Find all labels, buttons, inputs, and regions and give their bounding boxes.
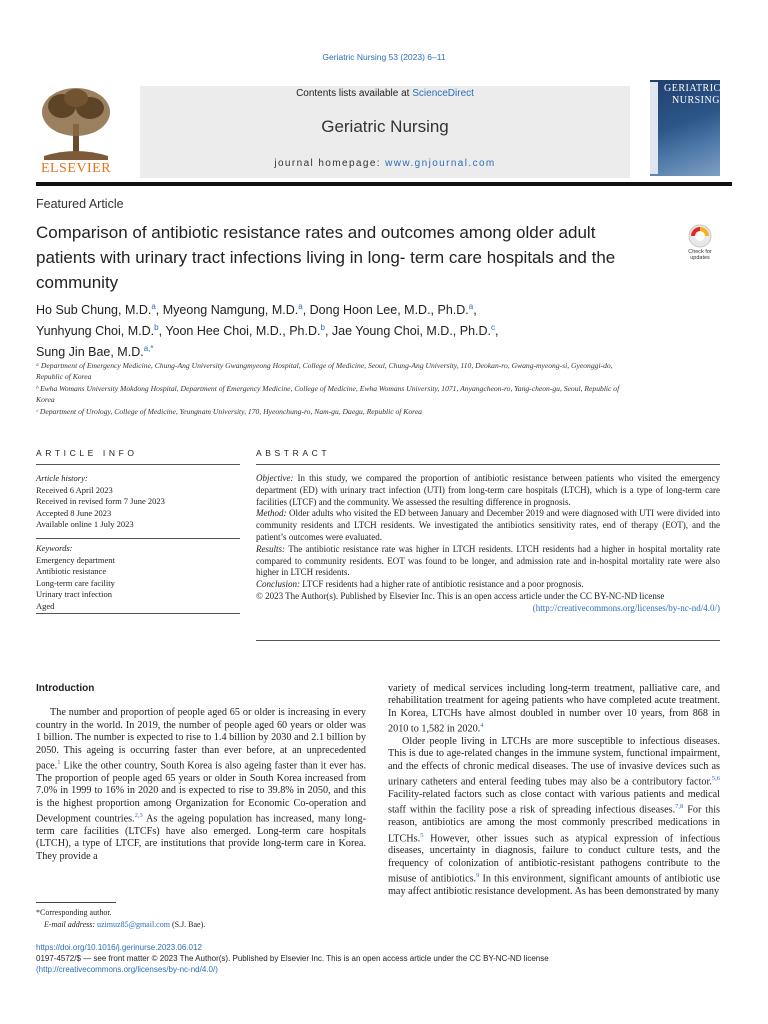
history-item: Received in revised form 7 June 2023 xyxy=(36,496,165,507)
author-name: Ho Sub Chung, M.D. xyxy=(36,303,152,318)
header-rule xyxy=(36,182,732,186)
author-affiliation-link[interactable]: b xyxy=(320,323,325,333)
divider xyxy=(256,640,720,641)
email-line: E-mail address: uzimuz85@gmail.com (S.J. Bae). xyxy=(44,920,206,929)
history-label: Article history: xyxy=(36,473,88,483)
keyword: Emergency department xyxy=(36,554,115,565)
article-info-heading: ARTICLE INFO xyxy=(36,448,138,458)
elsevier-wordmark: ELSEVIER xyxy=(40,161,112,176)
keyword: Urinary tract infection xyxy=(36,589,112,600)
journal-citation-link[interactable]: Geriatric Nursing 53 (2023) 6–11 xyxy=(322,52,446,62)
reference-link[interactable]: 9 xyxy=(476,872,480,880)
article-title: Comparison of antibiotic resistance rates and outcomes among older adult patients with urinary tract infections living in long- term care hospitals and the community xyxy=(36,223,616,292)
keyword: Aged xyxy=(36,600,55,611)
reference-link[interactable]: 5 xyxy=(420,831,424,839)
abstract-method: Method: Older adults who visited the ED between January and December 2019 and were diagnosed with UTI were divided into community residents and LTCH residents. We investigated the antibiotics sensitivity rates, end of therapy (EOT), and the patient’s outcomes were evaluated. xyxy=(256,508,720,542)
abstract-objective: Objective: In this study, we compared the proportion of antibiotic resistance between patients who visited the emergency department (ED) with urinary tract infection (UTI) from long-term care hospitals (LTCH), which is a type of long-term care facilities (LTCF) and the community. We assessed the resulting difference in prognosis. xyxy=(256,473,720,507)
homepage-line: journal homepage: www.gnjournal.com xyxy=(274,158,496,169)
author-name: Sung Jin Bae, M.D. xyxy=(36,345,144,360)
doi-link[interactable]: https://doi.org/10.1016/j.gerinurse.2023.06.012 xyxy=(36,943,202,952)
author-affiliation-link[interactable]: c xyxy=(491,323,496,333)
body-paragraph: Older people living in LTCHs are more susceptible to infectious diseases. This is due to age-related changes in the immune system, functional impairment, and the effects of chronic medical diseases. The use of invasive devices such as urinary catheters and enteral feeding tubes may also be a contributory factor.$^{5,6}$ Facility-related factors such as close contact with various patients and medical staff within the facility pose a risk of spreading infectious diseases.$^{7,8}$ For this reason, antibiotics are among the most commonly prescribed medications in LTCHs.$^5$ However, other issues such as atypical expression of infectious diseases, uncertainty in diagnosis, failure to conduct culture tests, and the frequency of colonization of antibiotic-resistant pathogens contribute to the misuse of antibiotics.$^9$ In this environment, significant amounts of antibiotic use may affect antibiotic resistance development. As has been demonstrated by many xyxy=(388,736,720,898)
contents-line: Contents lists available at ScienceDirect xyxy=(296,88,474,99)
author-name: Myeong Namgung, M.D. xyxy=(162,303,299,318)
reference-link[interactable]: 1 xyxy=(57,759,61,767)
email-link[interactable]: uzimuz85@gmail.com xyxy=(97,920,170,929)
divider xyxy=(256,464,720,465)
reference-link[interactable]: 5,6 xyxy=(711,775,720,783)
keywords-label: Keywords: xyxy=(36,543,73,553)
footnote-rule xyxy=(36,902,116,903)
author-name: Jae Young Choi, M.D., Ph.D. xyxy=(331,324,492,339)
divider xyxy=(36,613,240,614)
footnote xyxy=(36,907,366,931)
divider xyxy=(36,538,240,539)
section-heading-introduction: Introduction xyxy=(36,683,95,694)
check-for-updates-button[interactable] xyxy=(680,223,720,261)
keyword: Long-term care facility xyxy=(36,577,115,588)
keywords xyxy=(36,543,240,613)
cover-title-line-2: NURSING xyxy=(672,95,720,106)
author-affiliation-link[interactable]: b xyxy=(154,323,159,333)
article-type: Featured Article xyxy=(36,197,124,211)
journal-homepage-link[interactable]: www.gnjournal.com xyxy=(385,158,496,169)
body-paragraph: The number and proportion of people aged 65 or older is increasing in every country in the world. In 2019, the number of people aged 60 years or older was 1 billion. The number is expected to rise to 1.4 billion by 2030 and 2.1 billion by 2050. This ageing is occurring faster than ever before, at an unprecedented pace.$^1$ Like the other country, South Korea is also ageing faster than it ever has. The proportion of people aged 65 years or older in South Korea increased from 7.0% in 1999 to 16% in 2020 and is expected to rise to 39.8% in 2050, and this is the highest proportion among Organization for Economic Co-operation and Development countries.$^{2,3}$ As the ageing population has increased, many long-term care facilities (LTCFs) have also emerged. Long-term care hospitals (LTCH), a type of LTCF, are institutions that provide long-term care in Korea. They provide a xyxy=(36,707,366,862)
body-paragraph: variety of medical services including long-term treatment, palliative care, and rehabilitation treatment for ageing patients who have completed acute treatment. In Korea, LTCHs have almost doubled in number over 10 years, from 868 in 2010 to 1,582 in 2020.$^4$ xyxy=(388,683,720,735)
check-badge-text-1: Check for xyxy=(688,249,712,255)
history-item: Available online 1 July 2023 xyxy=(36,519,134,530)
reference-link[interactable]: 2,3 xyxy=(134,812,143,820)
author-list: Ho Sub Chung, M.D.$^a$, Myeong Namgung, M.D.$^a$, Dong Hoon Lee, M.D., Ph.D.$^a$, Yunhyung Choi, M.D.$^b$, Yoon Hee Choi, M.D., Ph.D.$^b$, Jae Young Choi, M.D., Ph.D.$^c$, Sung Jin Bae, M.D.$^{a,*}$ xyxy=(36,302,499,360)
journal-name: Geriatric Nursing xyxy=(321,117,449,136)
abstract-results: Results: The antibiotic resistance rate was higher in LTCH residents. LTCH residents had a higher in hospital mortality rate compared to community residents. EOT was found to be longer, and admission rate and in-hospital mortality rate were also higher in LTCH residents. xyxy=(256,543,720,578)
cover-spine xyxy=(650,82,658,174)
affiliation-a: ᵃ Department of Emergency Medicine, Chung-Ang University Gwangmyeong Hospital, College of Medicine, Seoul, Chung-Ang University, 110, Deokan-ro, Gwang-myeong-si, Gyeonggi-do, Republic of Korea xyxy=(36,361,613,382)
body-column-right xyxy=(388,683,720,898)
divider xyxy=(36,464,240,465)
reference-link[interactable]: 4 xyxy=(480,722,484,730)
corresponding-author-note: *Corresponding author. xyxy=(36,908,112,917)
footer-license-link[interactable]: (http://creativecommons.org/licenses/by-nc-nd/4.0/) xyxy=(36,965,218,975)
author-name: Yoon Hee Choi, M.D., Ph.D. xyxy=(165,324,321,339)
article-history xyxy=(36,473,240,531)
author-name: Yunhyung Choi, M.D. xyxy=(36,324,155,339)
body-column-left xyxy=(36,683,366,863)
history-item: Received 6 April 2023 xyxy=(36,484,113,495)
abstract-heading: ABSTRACT xyxy=(256,448,331,458)
cover-title-line-1: GERIATRIC xyxy=(664,83,721,94)
check-badge-text-2: updates xyxy=(690,255,710,261)
elsevier-logo xyxy=(36,84,116,176)
affiliations xyxy=(36,360,636,418)
abstract-body xyxy=(256,473,720,615)
reference-link[interactable]: 7,8 xyxy=(675,803,684,811)
author-affiliation-link[interactable]: a xyxy=(298,302,303,311)
issn-line: 0197-4572/$ — see front matter © 2023 The Author(s). Published by Elsevier Inc. This is an open access article under the CC BY-NC-ND license xyxy=(36,954,549,964)
author-name: Dong Hoon Lee, M.D., Ph.D. xyxy=(309,303,469,318)
author-affiliation-link[interactable]: a xyxy=(468,302,474,311)
keyword: Antibiotic resistance xyxy=(36,566,107,577)
author-affiliation-link[interactable]: a xyxy=(151,302,156,311)
license-link[interactable]: (http://creativecommons.org/licenses/by-nc-nd/4.0/) xyxy=(532,602,720,613)
abstract-copyright: © 2023 The Author(s). Published by Elsevier Inc. This is an open access article under the CC BY-NC-ND license xyxy=(256,590,665,601)
page-footer xyxy=(36,942,726,976)
affiliation-c: ᶜ Department of Urology, College of Medicine, Yeungnam University, 170, Hyeonchung-ro, Nam-gu, Daegu, Republic of Korea xyxy=(36,406,422,416)
history-item: Accepted 8 June 2023 xyxy=(36,507,112,518)
author-affiliation-link[interactable]: a,* xyxy=(143,344,154,354)
sciencedirect-link[interactable]: ScienceDirect xyxy=(412,88,474,99)
affiliation-b: ᵇ Ewha Womans University Mokdong Hospital, Department of Emergency Medicine, College of Medicine, Ewha Womans University, 1071, Anyangcheon-ro, Yang-cheon-gu, Seoul, Republic of Korea xyxy=(36,383,620,405)
abstract-conclusion: Conclusion: LTCF residents had a higher rate of antibiotic resistance and a poor prognosis. xyxy=(256,579,584,590)
